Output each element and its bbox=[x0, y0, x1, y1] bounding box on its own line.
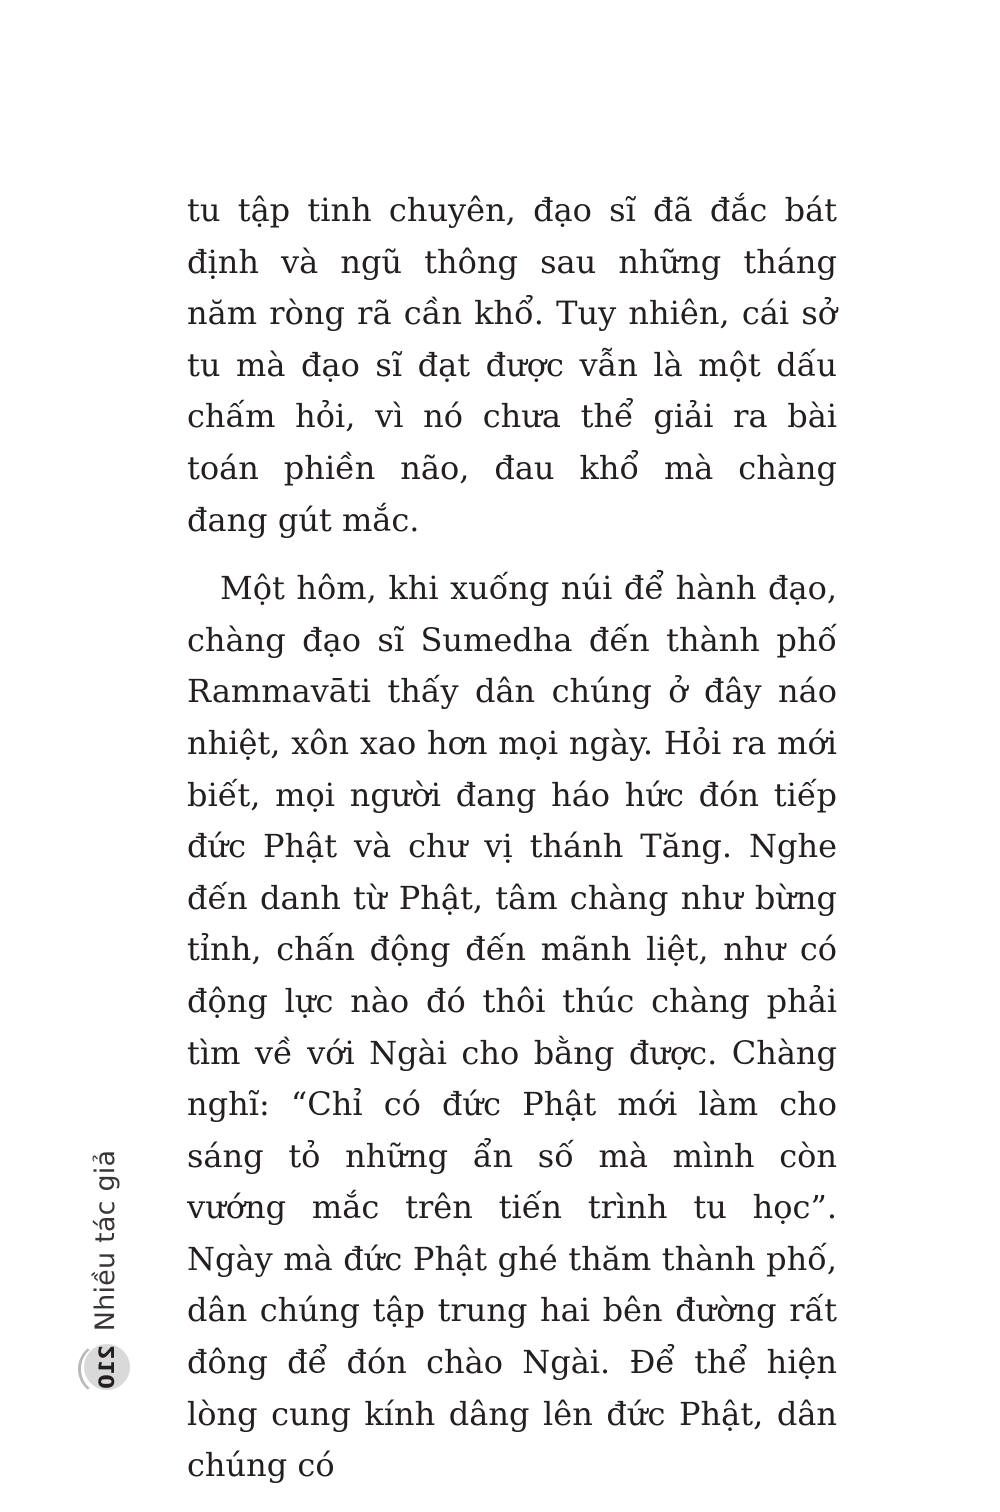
paragraph-1: tu tập tinh chuyên, đạo sĩ đã đắc bát định và ngũ thông sau những tháng năm ròng rã cần khổ. Tuy nhiên, cái sở tu mà đạo sĩ đạt được vẫn là một dấu chấm hỏi, vì nó chưa thể giải ra bài toán phiền não, đau khổ mà chàng đang gút mắc. bbox=[187, 191, 837, 539]
author-side-label bbox=[84, 1150, 128, 1330]
body-text bbox=[187, 185, 837, 1492]
page-number-badge bbox=[84, 1344, 130, 1390]
author-label-text: Nhiều tác giả bbox=[90, 1149, 122, 1331]
paragraph-2: Một hôm, khi xuống núi để hành đạo, chàng đạo sĩ Sumedha đến thành phố Rammavāti thấy dân chúng ở đây náo nhiệt, xôn xao hơn mọi ngày. Hỏi ra mới biết, mọi người đang háo hức đón tiếp đức Phật và chư vị thánh Tăng. Nghe đến danh từ Phật, tâm chàng như bừng tỉnh, chấn động đến mãnh liệt, như có động lực nào đó thôi thúc chàng phải tìm về với Ngài cho bằng được. Chàng nghĩ: “Chỉ có đức Phật mới làm cho sáng tỏ những ẩn số mà mình còn vướng mắc trên tiến trình tu học”. Ngày mà đức Phật ghé thăm thành phố, dân chúng tập trung hai bên đường rất đông để đón chào Ngài. Để thể hiện lòng cung kính dâng lên đức Phật, dân chúng có bbox=[187, 569, 837, 1485]
page-number: 210 bbox=[95, 1345, 119, 1389]
